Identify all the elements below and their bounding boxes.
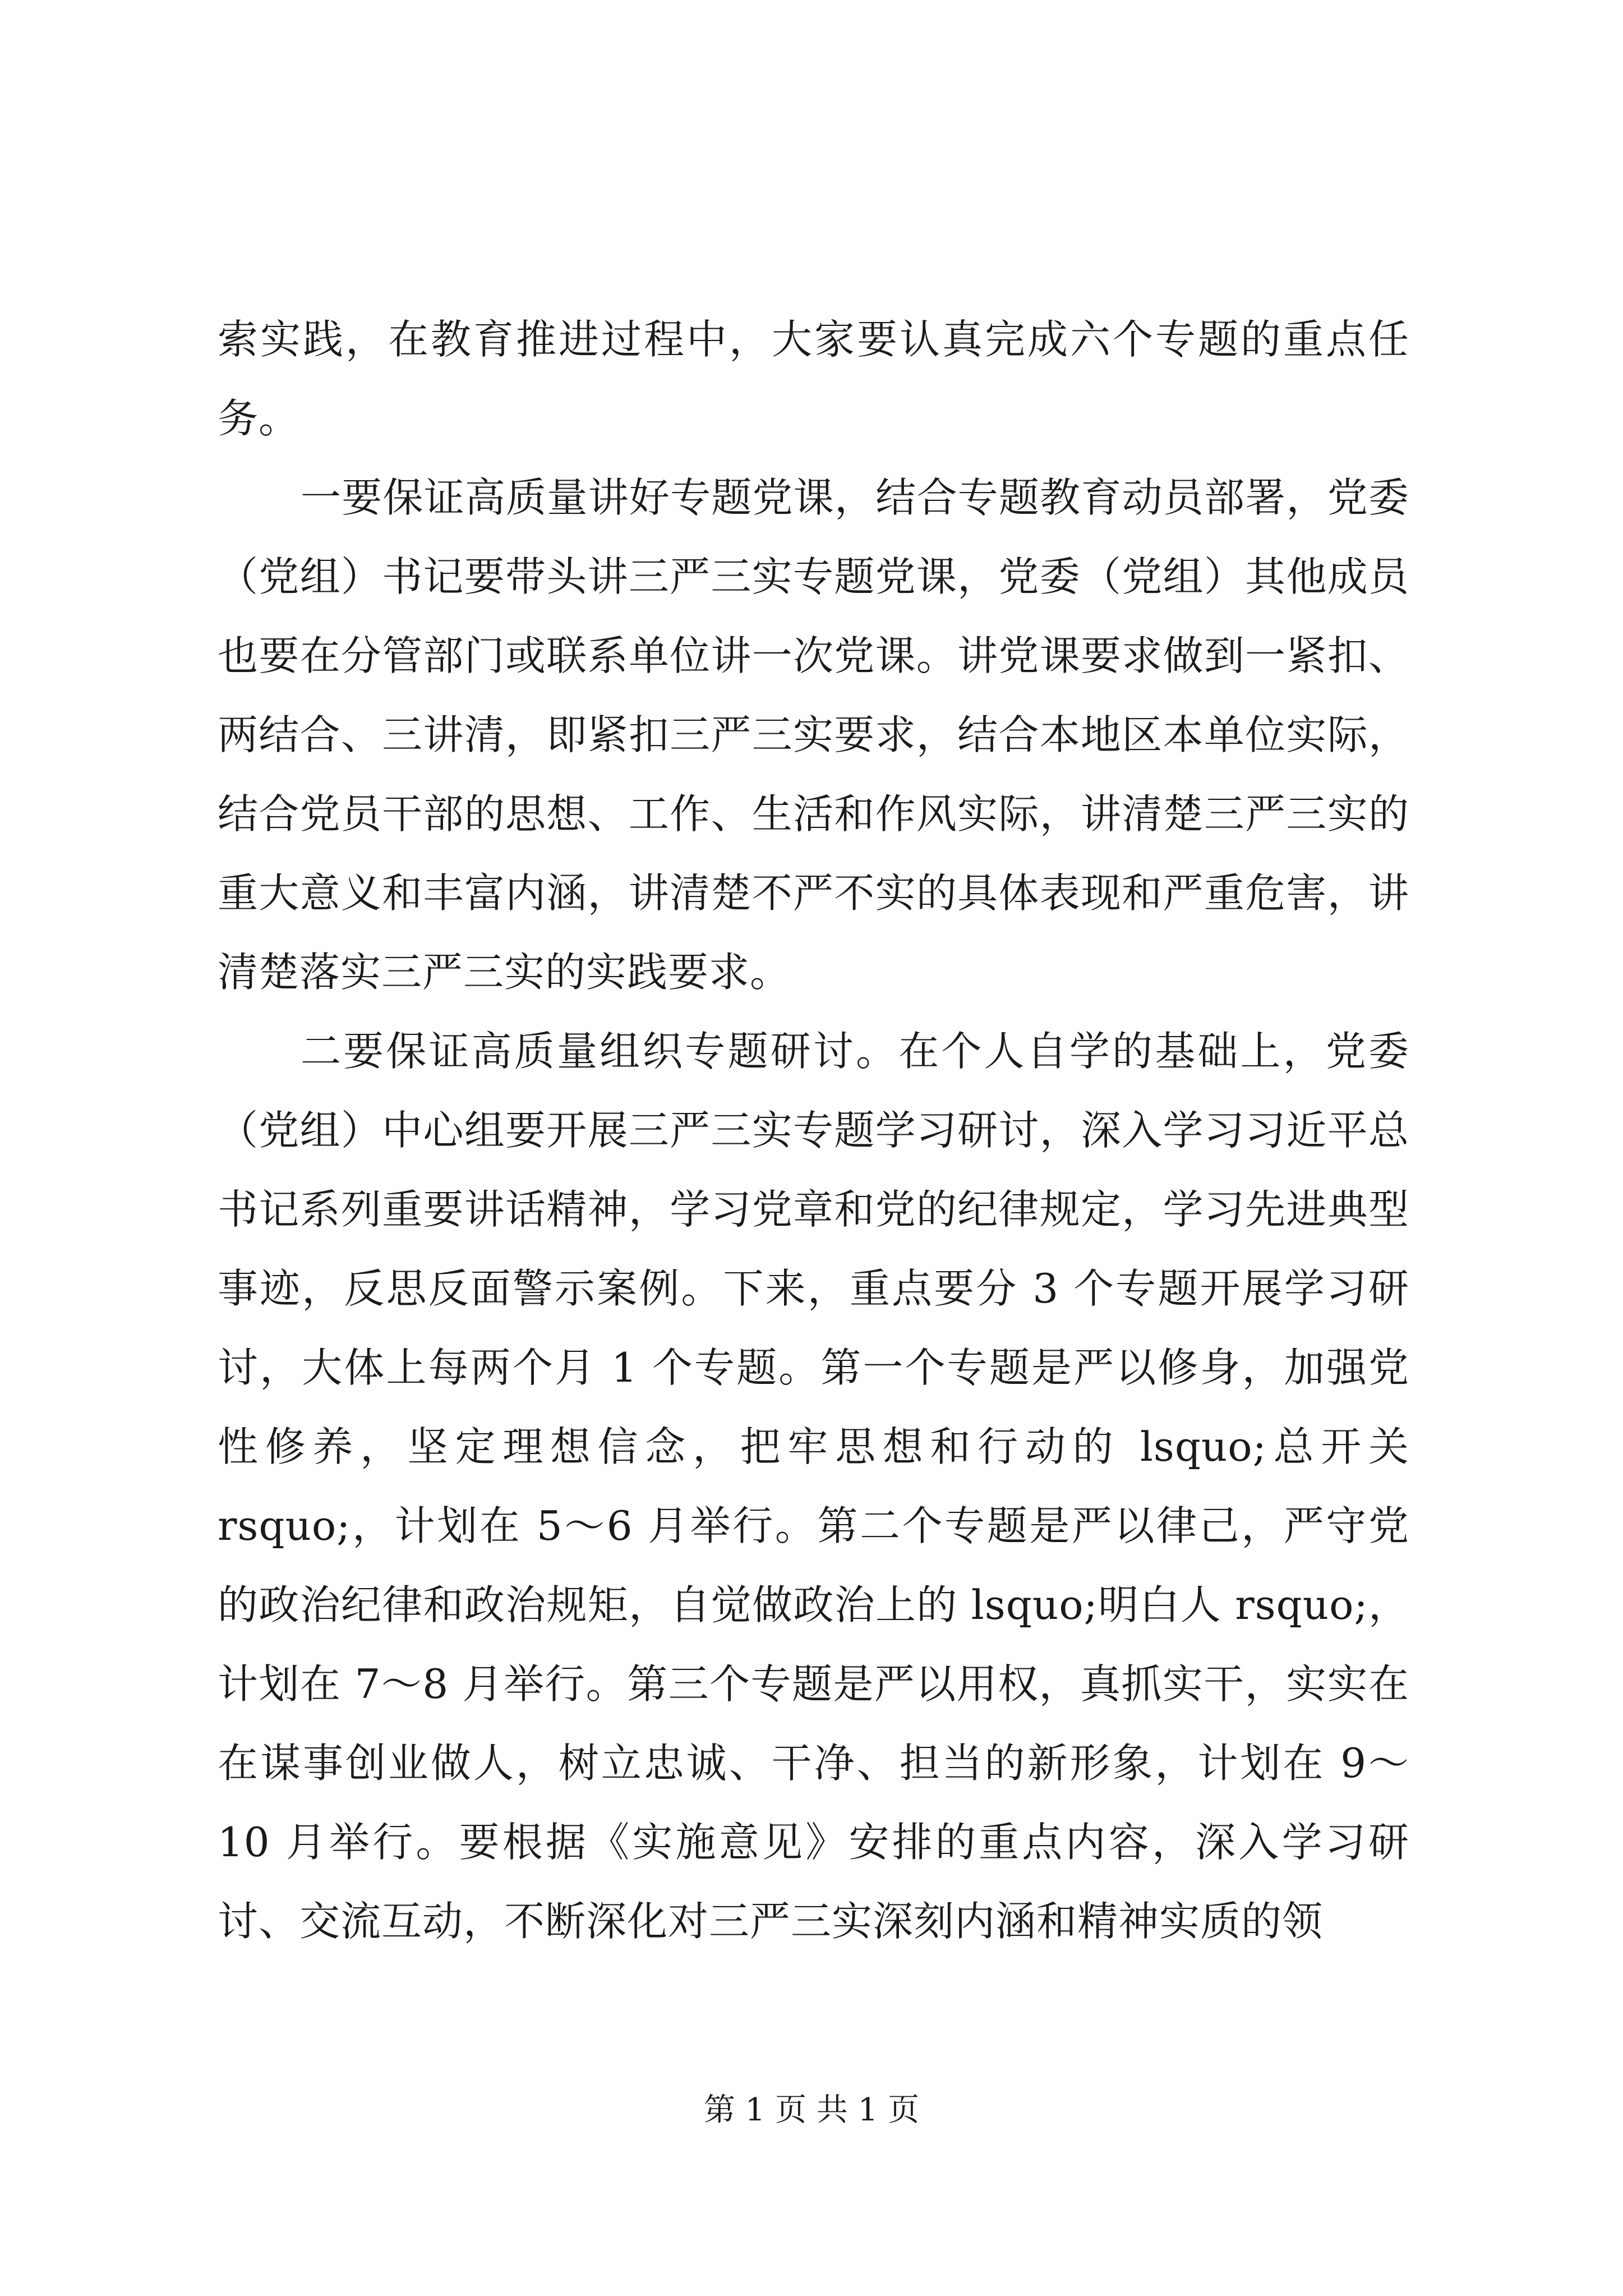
paragraph-2: 一要保证高质量讲好专题党课，结合专题教育动员部署，党委（党组）书记要带头讲三严三实专题党课，党委（党组）其他成员也要在分管部门或联系单位讲一次党课。讲党课要求做到一紧扣、两结合、三讲清，即紧扣三严三实要求，结合本地区本单位实际，结合党员干部的思想、工作、生活和作风实际，讲清楚三严三实的重大意义和丰富内涵，讲清楚不严不实的具体表现和严重危害，讲清楚落实三严三实的实践要求。	[218, 474, 1409, 996]
paragraph-1: 索实践，在教育推进过程中，大家要认真完成六个专题的重点任务。	[218, 316, 1409, 442]
document-body	[218, 300, 1409, 1961]
paragraph-3: 二要保证高质量组织专题研讨。在个人自学的基础上，党委（党组）中心组要开展三严三实专题学习研讨，深入学习习近平总书记系列重要讲话精神，学习党章和党的纪律规定，学习先进典型事迹，反思反面警示案例。下来，重点要分 3 个专题开展学习研讨，大体上每两个月 1 个专题。第一个专题是严以修身，加强党性修养，坚定理想信念，把牢思想和行动的 lsquo;总开关 rsquo;，计划在 5～6 月举行。第二个专题是严以律己，严守党的政治纪律和政治规矩，自觉做政治上的 lsquo;明白人 rsquo;，计划在 7～8 月举行。第三个专题是严以用权，真抓实干，实实在在谋事创业做人，树立忠诚、干净、担当的新形象，计划在 9～10 月举行。要根据《实施意见》安排的重点内容，深入学习研讨、交流互动，不断深化对三严三实深刻内涵和精神实质的领	[218, 1028, 1409, 1945]
page-footer: 第 1 页 共 1 页	[703, 2092, 920, 2128]
